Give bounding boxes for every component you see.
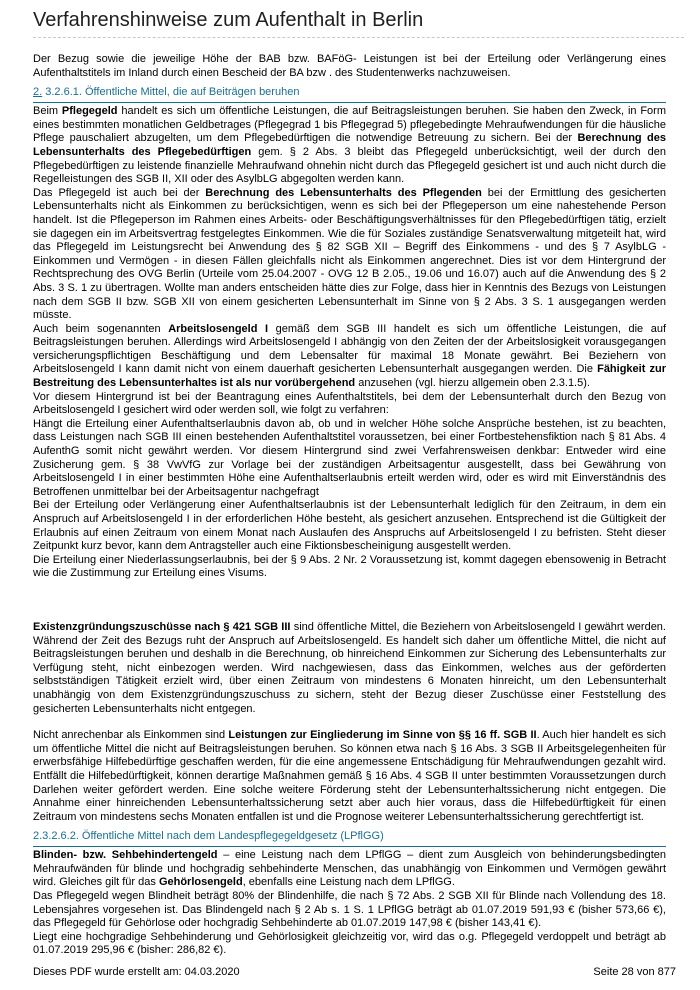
- footer-page-number: Seite 28 von 877: [593, 966, 676, 978]
- paragraph-pflegegeld-blindheit: Das Pflegegeld wegen Blindheit beträgt 80% der Blindenhilfe, die nach § 72 Abs. 2 SGB XII für Blinde nach Vollendung des 18. Lebensjahres vorgesehen ist. Das Blindengeld nach § 2 Ab s. 1 S. 1 LPflGG beträgt ab 01.07.2019 591,93 € (bisher 573,66 €), das Pflegegeld für Gehörlose oder hochgradig Sehbehinderte ab 01.07.2019 147,98 € (bisher 143,41 €).: [33, 890, 666, 930]
- section-heading-text: 2.3.2.6.2. Öffentliche Mittel nach dem Landespflegegeldgesetz (LPflGG): [33, 830, 384, 843]
- section-heading-3-2-6-2: [33, 830, 666, 847]
- paragraph-erteilung: Hängt die Erteilung einer Aufenthaltserlaubnis davon ab, ob und in welcher Höhe solche Ansprüche bestehen, ist zu beachten, dass Leistungen nach SGB III einen bestehenden Aufenthaltstitel voraussetzen, bei einer Fortbestehensfiktion nach § 81 Abs. 4 AufenthG somit nicht gewährt werden. Vor diesem Hintergrund sind zwei Verfahrensweisen denkbar: Entweder wird eine Zusicherung gem. § 38 VwVfG zur Vorlage bei der zuständigen Arbeitsagentur ausgestellt, dass bei Gewährung von Arbeitslosengeld I in einer bestimmten Höhe eine Aufenthaltserlaubnis erteilt werden wird, oder es wird mit Einverständnis des Betroffenen unmittelbar bei der Arbeitsagentur nachgefragt: [33, 417, 666, 498]
- paragraph-blindengeld: Blinden- bzw. Sehbehindertengeld – eine Leistung nach dem LPflGG – dient zum Ausgleich von behinderungsbedingten Mehraufwänden für blinde und hochgradig sehbehinderte Menschen, das unabhängig von Einkommen und Vermögen gewährt wird. Gleiches gilt für das Gehörlosengeld, ebenfalls eine Leistung nach dem LPflGG.: [33, 849, 667, 889]
- paragraph-existenzgruendung: Existenzgründungszuschüsse nach § 421 SGB III sind öffentliche Mittel, die Beziehern von Arbeitslosengeld I gewährt werden. Während der Zeit des Bezugs ruht der Anspruch auf Arbeitslosengeld. Es handelt sich daher um öffentliche Mittel, die nicht auf Beitragsleistungen beruhen und deshalb in die Berechnung, ob hinreichend Einkommen zur Sicherung des Lebensunterhalts zur Verfügung steht, nicht einbezogen werden. Wird nachgewiesen, dass das Einkommen, welches aus der geförderten selbstständigen Tätigkeit erzielt wird, über einen Zeitraum von mindestens 6 Monaten hinreicht, um den Lebensunterhalt unabhängig von dem Existenzgründungszuschuss zu sichern, steht der Bezug dieser Zuschüsse einer Feststellung des gesicherten Lebensunterhalts nicht entgegen.: [33, 620, 666, 715]
- document-body: [33, 53, 666, 958]
- paragraph-arbeitslosengeld: Auch beim sogenannten Arbeitslosengeld I gemäß dem SGB III handelt es sich um öffentliche Leistungen, die auf Beitragsleistungen beruhen. Allerdings wird Arbeitslosengeld I abhängig von den Zeiten der der Arbeitslosigkeit vorausgegangen versicherungspflichtigen Beschäftigung und dem Lebensalter für maximal 18 Monate gewährt. Bei Beziehern von Arbeitslosengeld I kann damit nicht von einem dauerhaft gesicherten Lebensunterhalt ausgegangen werden. Die Fähigkeit zur Bestreitung des Lebensunterhaltes ist als nur vorübergehend anzusehen (vgl. hierzu allgemein oben 2.3.1.5).: [33, 322, 667, 390]
- page-title: Verfahrenshinweise zum Aufenthalt in Berlin: [33, 9, 424, 31]
- paragraph-eingliederung: Nicht anrechenbar als Einkommen sind Leistungen zur Eingliederung im Sinne von §§ 16 ff. SGB II. Auch hier handelt es sich um öffentliche Mittel die nicht auf Beitragsleistungen beruhen. So können etwa nach § 16 Abs. 3 SGB II Arbeitsgelegenheiten für erwerbsfähige Hilfebedürftige geschaffen werden, für die eine angemessene Entschädigung für Mehraufwendungen gezahlt wird. Entfällt die Hilfebedürftigkeit, können derartige Maßnahmen gemäß § 16 Abs. 4 SGB II unter bestimmten Voraussetzungen durch Darlehen weiter gefördert werden. Eine solche weitere Förderung steht der Lebensunterhaltssicherung nicht entgegen. Die Annahme einer hinreichenden Lebensunterhaltssicherung setzt aber auch hier voraus, dass die Hilfebedürftigkeit für einen Zeitraum von mindestens sechs Monaten entfallen ist und die Prognose weiterer Lebensunterhaltssicherung gerechtfertigt ist.: [33, 729, 667, 823]
- section-heading-3-2-6-1: [33, 86, 666, 103]
- paragraph-pflegender: Das Pflegegeld ist auch bei der Berechnung des Lebensunterhalts des Pflegenden bei der Ermittlung des gesicherten Lebensunterhalts nicht als Einkommen zu berücksichtigen, wenn es sich bei der Pflegeperson um eine nahestehende Person handelt. Ist die Pflegeperson im Rahmen eines Arbeits- oder Beschäftigungsverhältnisses für den Pflegebedürftigen tätig, erzielt sie dagegen ein im Arbeitsvertrag festgelegtes Einkommen. Wie die für Soziales zuständige Senatsverwaltung mitgeteilt hat, wird das Pflegegeld im Leistungsrecht bei Anwendung des § 82 SGB XII – Begriff des Einkommens - und des § 7 AsylbLG - Einkommen und Vermögen - in diesen Fällen gleichfalls nicht als Einkommen angerechnet. Dies ist vor dem Hintergrund der Rechtsprechung des OVG Berlin (Urteile vom 25.04.2007 - OVG 12 B 2.05., 19.06 und 16.07) auch auf die Anwendung des § 2 Abs. 3 S. 1 zu übertragen. Wollte man anders entscheiden hätte dies zur Folge, dass hier in Kenntnis des Bezugs von Leistungen nach dem SGB II bzw. SGB XII von einem gesicherten Lebensunterhalt im Sinne von § 2 Abs. 3 S. 1 ausgegangen werden müsste.: [33, 186, 666, 322]
- paragraph-verfahren: Vor diesem Hintergrund ist bei der Beantragung eines Aufenthaltstitels, bei dem der Lebensunterhalt durch den Bezug von Arbeitslosengeld I gesichert wird oder werden soll, wie folgt zu verfahren:: [33, 390, 666, 417]
- footer-created-date: Dieses PDF wurde erstellt am: 04.03.2020: [33, 966, 240, 978]
- paragraph-niederlassung: Die Erteilung einer Niederlassungserlaubnis, bei der § 9 Abs. 2 Nr. 2 Voraussetzung ist, kommt dagegen ebensowenig in Betracht wie die Zustimmung zur Erteilung eines Visums.: [33, 553, 666, 580]
- section-heading-text: 3.2.6.1. Öffentliche Mittel, die auf Beiträgen beruhen: [45, 86, 300, 99]
- intro-paragraph: Der Bezug sowie die jeweilige Höhe der BAB bzw. BAFöG- Leistungen ist bei der Erteilung oder Verlängerung eines Aufenthaltstitels im Inland durch einen Bescheid der BA bzw . des Studentenwerks nachzuweisen.: [33, 53, 666, 79]
- section-number-link[interactable]: 2.: [33, 86, 43, 99]
- paragraph-doppelt: Liegt eine hochgradige Sehbehinderung und Gehörlosigkeit gleichzeitig vor, wird das o.g. Pflegegeld verdoppelt und beträgt ab 01.07.2019 295,96 € (bisher: 286,82 €).: [33, 930, 666, 957]
- paragraph-pflegegeld: Beim Pflegegeld handelt es sich um öffentliche Leistungen, die auf Beitragsleistungen beruhen. Sie haben den Zweck, in Form eines bestimmten monatlichen Geldbetrages (Pflegegrad 1 bis Pflegegrad 5) pflegebedingte Mehraufwendungen für die häusliche Pflege pauschaliert abzugelten, um dem Pflegebedürftigen die notwendige Betreuung zu sichern. Bei der Berechnung des Lebensunterhalts des Pflegebedürftigen gem. § 2 Abs. 3 bleibt das Pflegegeld unberücksichtigt, weil der durch den Pflegebedürftigen zu leistende finanzielle Mehraufwand ohnehin nicht durch das Pflegegeld gesichert ist und auch nicht durch die Regelleistungen des SGB II, XII oder des AsylbLG abgegolten werden kann.: [33, 105, 667, 186]
- paragraph-verlaengerung: Bei der Erteilung oder Verlängerung einer Aufenthaltserlaubnis ist der Lebensunterhalt lediglich für den Zeitraum, in dem ein Anspruch auf Arbeitslosengeld I in der erforderlichen Höhe besteht, als gesichert anzusehen. Entsprechend ist die Gültigkeit der Erlaubnis auf einen Zeitraum von einem Monat nach Auslaufen des Anspruchs auf Arbeitslosengeld I zu befristen. Steht dieser Zeitpunkt kurz bevor, kann dem Antragsteller auch eine Fiktionsbescheinigung ausgestellt werden.: [33, 499, 666, 553]
- title-divider: [33, 37, 684, 38]
